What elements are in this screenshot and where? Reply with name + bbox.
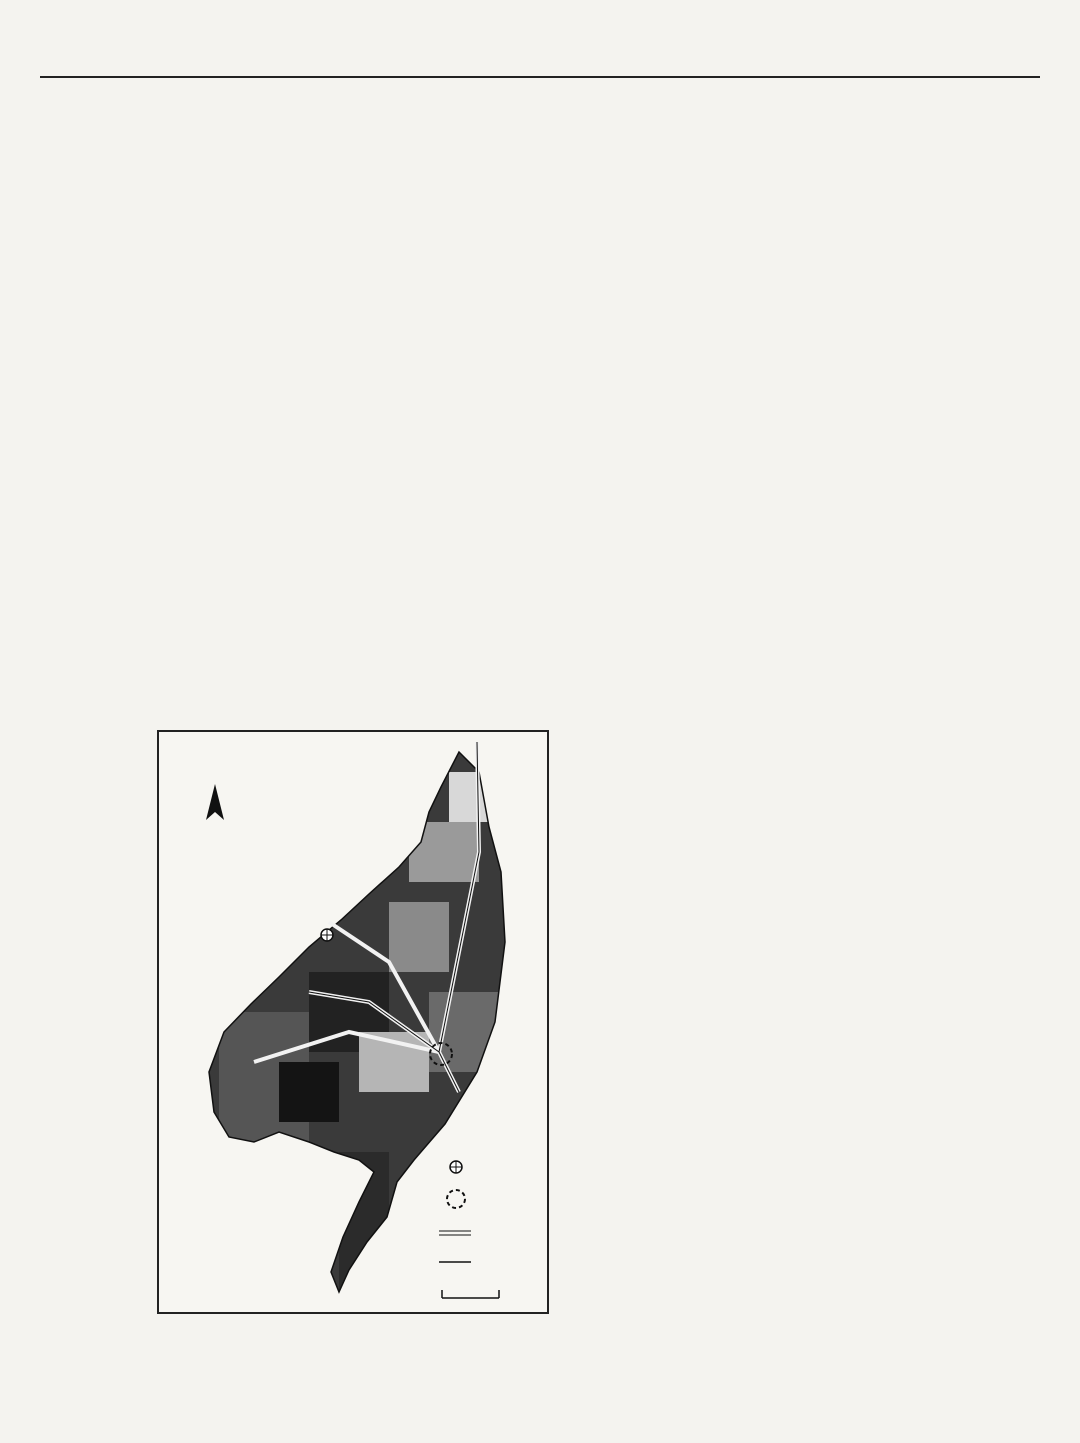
- page-header: [40, 28, 1040, 78]
- airport-icon: [321, 929, 333, 941]
- map-symbol-legend: [439, 1161, 499, 1298]
- map-svg: [159, 732, 547, 1312]
- figure-7-map: [157, 730, 549, 1314]
- figure-8-chart: [590, 868, 990, 1318]
- north-arrow-icon: [206, 784, 224, 820]
- density-regions: [159, 732, 547, 1312]
